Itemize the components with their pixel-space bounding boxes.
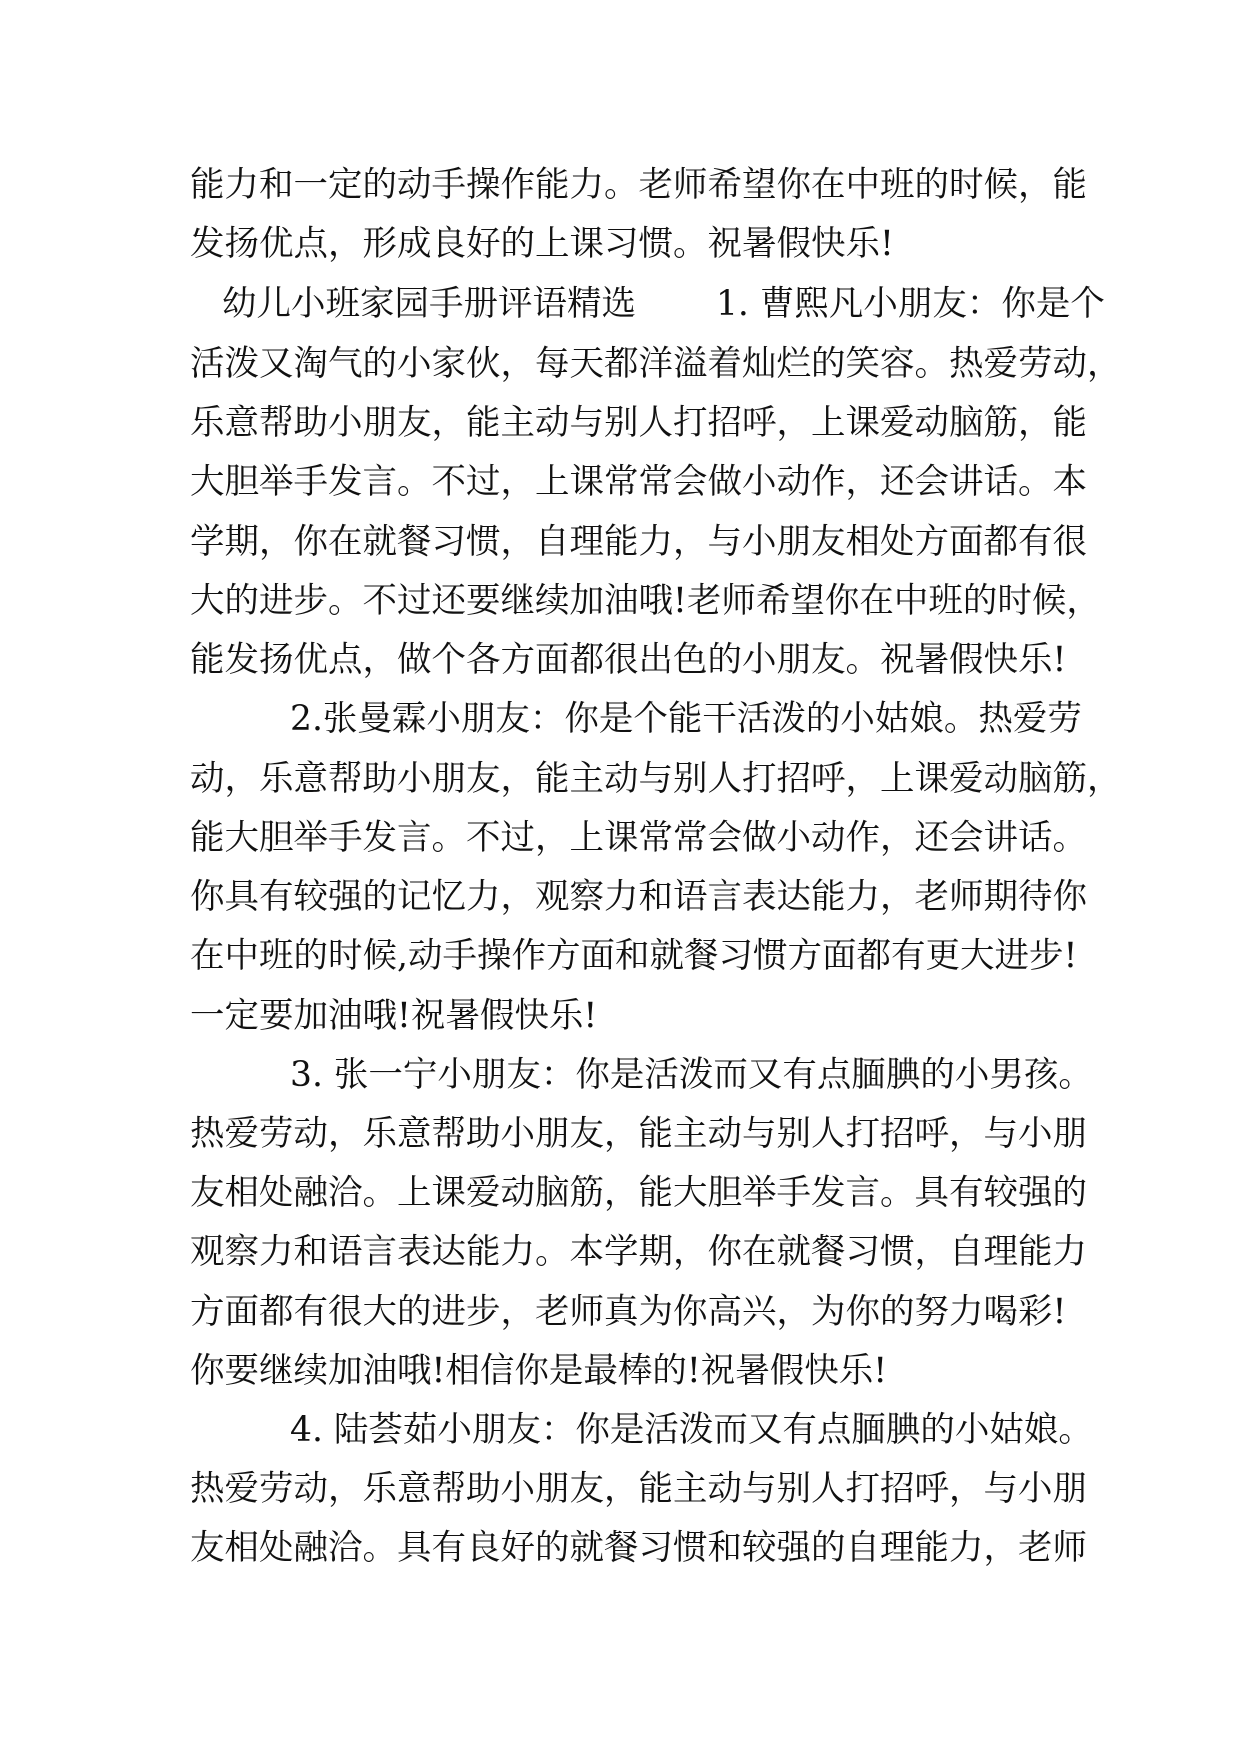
text-line: 能发扬优点，做个各方面都很出色的小朋友。祝暑假快乐! bbox=[190, 640, 1067, 680]
text-line: 乐意帮助小朋友，能主动与别人打招呼，上课爱动脑筋，能 bbox=[190, 403, 1087, 443]
paragraph-start-line: 3. 张一宁小朋友：你是活泼而又有点腼腆的小男孩。 bbox=[290, 1055, 1093, 1095]
paragraph-start-line: 4. 陆荟茹小朋友：你是活泼而又有点腼腆的小姑娘。 bbox=[290, 1410, 1093, 1450]
text-line: 一定要加油哦!祝暑假快乐! bbox=[190, 996, 598, 1036]
text-line: 友相处融洽。具有良好的就餐习惯和较强的自理能力，老师 bbox=[190, 1528, 1087, 1568]
text-line: 大胆举手发言。不过，上课常常会做小动作，还会讲话。本 bbox=[190, 462, 1087, 502]
text-line: 能大胆举手发言。不过，上课常常会做小动作，还会讲话。 bbox=[190, 818, 1087, 858]
text-line: 你具有较强的记忆力，观察力和语言表达能力，老师期待你 bbox=[190, 877, 1087, 917]
text-line: 在中班的时候,动手操作方面和就餐习惯方面都有更大进步! bbox=[190, 936, 1078, 976]
text-line: 热爱劳动，乐意帮助小朋友，能主动与别人打招呼，与小朋 bbox=[190, 1114, 1087, 1154]
text-line: 活泼又淘气的小家伙，每天都洋溢着灿烂的笑容。热爱劳动， bbox=[190, 344, 1122, 384]
text-line: 动，乐意帮助小朋友，能主动与别人打招呼，上课爱动脑筋， bbox=[190, 759, 1122, 799]
text-line: 观察力和语言表达能力。本学期，你在就餐习惯，自理能力 bbox=[190, 1232, 1087, 1272]
text-line: 热爱劳动，乐意帮助小朋友，能主动与别人打招呼，与小朋 bbox=[190, 1469, 1087, 1509]
text-line: 大的进步。不过还要继续加油哦!老师希望你在中班的时候， bbox=[190, 581, 1101, 621]
text-line: 友相处融洽。上课爱动脑筋，能大胆举手发言。具有较强的 bbox=[190, 1173, 1087, 1213]
paragraph-start-line: 2.张曼霖小朋友：你是个能干活泼的小姑娘。热爱劳 bbox=[290, 699, 1082, 739]
text-line: 发扬优点，形成良好的上课习惯。祝暑假快乐! bbox=[190, 224, 894, 264]
text-line: 能力和一定的动手操作能力。老师希望你在中班的时候，能 bbox=[190, 165, 1087, 205]
section-heading-line: 幼儿小班家园手册评语精选 1. 曹熙凡小朋友：你是个 bbox=[222, 284, 1105, 324]
text-line: 方面都有很大的进步，老师真为你高兴，为你的努力喝彩! bbox=[190, 1292, 1067, 1332]
text-line: 学期，你在就餐习惯，自理能力，与小朋友相处方面都有很 bbox=[190, 522, 1087, 562]
text-line: 你要继续加油哦!相信你是最棒的!祝暑假快乐! bbox=[190, 1351, 888, 1391]
